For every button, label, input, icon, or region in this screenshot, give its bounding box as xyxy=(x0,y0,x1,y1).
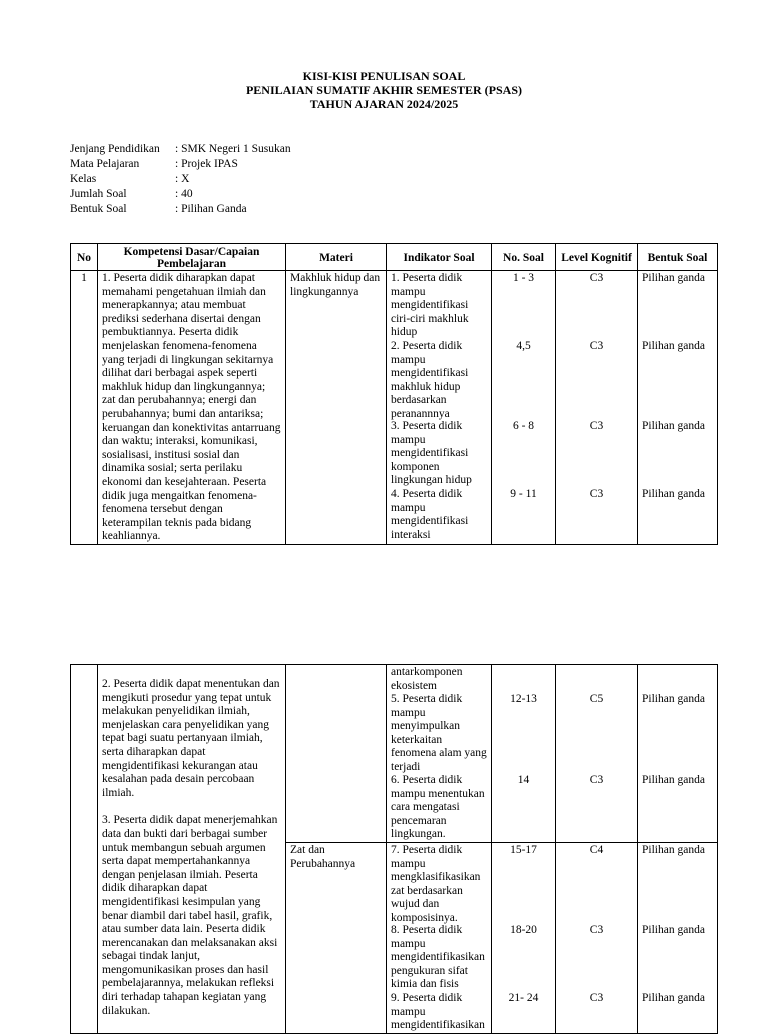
document-title xyxy=(0,69,768,111)
level-item: C4 xyxy=(589,843,604,856)
bentuk-item: Pilihan ganda xyxy=(642,693,705,705)
cell-bentuk-soal xyxy=(638,665,718,843)
cell-materi: Makhluk hidup dan lingkungannya xyxy=(286,271,387,545)
cell-materi: Zat dan Perubahannya xyxy=(286,842,387,1033)
indikator-item: 2. Peserta didik mampu mengidentifikasi makhluk hidup berdasarkan peranannnya xyxy=(391,340,469,420)
no-soal-item: 21- 24 xyxy=(508,991,539,1004)
no-soal-item: 12-13 xyxy=(510,693,537,705)
meta-value: : 40 xyxy=(175,188,193,200)
level-item: C3 xyxy=(589,774,604,786)
meta-value: : X xyxy=(175,173,190,185)
header-materi: Materi xyxy=(286,244,387,271)
bentuk-item: Pilihan ganda xyxy=(642,340,705,352)
no-soal-item: 14 xyxy=(517,774,530,786)
spacer xyxy=(560,666,633,693)
header-no-soal: No. Soal xyxy=(492,244,556,271)
bentuk-item: Pilihan ganda xyxy=(642,991,705,1004)
document-meta xyxy=(70,142,291,217)
title-line: PENILAIAN SUMATIF AKHIR SEMESTER (PSAS) xyxy=(245,83,523,97)
cell-level-kognitif xyxy=(556,665,638,843)
table-header-row xyxy=(71,244,718,271)
indikator-item: 6. Peserta didik mampu menentukan cara mengatasi pencemaran lingkungan. xyxy=(391,774,485,841)
indikator-item: 8. Peserta didik mampu mengidentifikasikan pengukuran sifat kimia dan fisis xyxy=(391,923,485,991)
header-level-kognitif: Level Kognitif xyxy=(556,244,638,271)
cell-no-soal xyxy=(492,271,556,545)
header-kompetensi: Kompetensi Dasar/Capaian Pembelajaran xyxy=(98,244,286,271)
cell-no-soal xyxy=(492,665,556,843)
level-item: C3 xyxy=(589,488,604,500)
level-item: C3 xyxy=(589,991,604,1004)
indikator-item: 7. Peserta didik mampu mengklasifikasikan zat berdasarkan wujud dan komposisinya. xyxy=(391,843,481,924)
spacer xyxy=(642,666,713,693)
cell-no: 1 xyxy=(71,271,98,545)
cell-level-kognitif xyxy=(556,842,638,1033)
indikator-continued: antarkomponen ekosistem xyxy=(391,666,463,692)
title-line: KISI-KISI PENULISAN SOAL xyxy=(302,69,466,83)
spacer xyxy=(102,800,281,814)
meta-label: Jumlah Soal xyxy=(70,188,127,200)
cell-level-kognitif xyxy=(556,271,638,545)
meta-row xyxy=(70,187,291,202)
cell-indikator xyxy=(387,842,492,1033)
level-item: C3 xyxy=(589,272,604,284)
kisi-kisi-table-page1 xyxy=(70,243,718,545)
cell-materi xyxy=(286,665,387,843)
cell-kompetensi xyxy=(98,665,286,1034)
table-row xyxy=(71,271,718,545)
indikator-item: 1. Peserta didik mampu mengidentifikasi ciri-ciri makhluk hidup xyxy=(391,272,469,339)
cell-indikator xyxy=(387,271,492,545)
no-soal-item: 1 - 3 xyxy=(512,272,535,284)
level-item: C3 xyxy=(589,420,604,432)
meta-row xyxy=(70,202,291,217)
meta-row xyxy=(70,172,291,187)
header-bentuk-soal: Bentuk Soal xyxy=(638,244,718,271)
table-row xyxy=(71,665,718,843)
cell-indikator xyxy=(387,665,492,843)
meta-label: Bentuk Soal xyxy=(70,203,127,215)
kisi-kisi-table-page2 xyxy=(70,664,718,1034)
no-soal-item: 15-17 xyxy=(510,843,537,856)
spacer xyxy=(102,666,281,678)
meta-row xyxy=(70,157,291,172)
no-soal-item: 18-20 xyxy=(510,923,537,936)
no-soal-item: 4,5 xyxy=(516,340,531,352)
meta-label: Kelas xyxy=(70,173,97,185)
cell-no xyxy=(71,665,98,1034)
meta-label: Jenjang Pendidikan xyxy=(70,143,160,155)
level-item: C5 xyxy=(589,693,604,705)
cell-no-soal xyxy=(492,842,556,1033)
no-soal-item: 6 - 8 xyxy=(512,420,535,432)
meta-value: : Projek IPAS xyxy=(175,158,238,170)
meta-value: : SMK Negeri 1 Susukan xyxy=(175,143,291,155)
level-item: C3 xyxy=(589,340,604,352)
spacer xyxy=(496,666,551,693)
meta-label: Mata Pelajaran xyxy=(70,158,140,170)
no-soal-item: 9 - 11 xyxy=(510,488,537,500)
bentuk-item: Pilihan ganda xyxy=(642,923,705,936)
meta-value: : Pilihan Ganda xyxy=(175,203,247,215)
bentuk-item: Pilihan ganda xyxy=(642,774,705,786)
header-indikator: Indikator Soal xyxy=(387,244,492,271)
title-line: TAHUN AJARAN 2024/2025 xyxy=(309,97,459,111)
meta-row xyxy=(70,142,291,157)
cell-bentuk-soal xyxy=(638,271,718,545)
indikator-item: 3. Peserta didik mampu mengidentifikasi komponen lingkungan hidup xyxy=(391,420,472,487)
header-no: No xyxy=(71,244,98,271)
level-item: C3 xyxy=(589,923,604,936)
kompetensi-item: 3. Peserta didik dapat menerjemahkan data dan bukti dari berbagai sumber untuk membangun sebuah argumen serta dapat mempertahankannya dengan penjelasan ilmiah. Peserta didik diharapkan dapat mengidentifikasi kesimpulan yang benar diambil dari tabel hasil, grafik, atau sumber data lain. Peserta didik merencanakan dan melaksanakan aksi sebagai tindak lanjut, mengomunikasikan proses dan hasil pembelajarannya, melakukan refleksi diri terhadap tahapan kegiatan yang dilakukan. xyxy=(102,814,278,1017)
indikator-item: 4. Peserta didik mampu mengidentifikasi interaksi xyxy=(391,488,469,541)
kompetensi-item: 2. Peserta didik dapat menentukan dan mengikuti prosedur yang tepat untuk melakukan penyelidikan ilmiah, menjelaskan cara penyelidikan yang tepat bagi suatu pertanyaan ilmiah, serta diharapkan dapat mengidentifikasi kekurangan atau kesalahan pada desain percobaan ilmiah. xyxy=(102,678,280,799)
bentuk-item: Pilihan ganda xyxy=(642,420,705,432)
cell-kompetensi: 1. Peserta didik diharapkan dapat memahami pengetahuan ilmiah dan menerapkannya; atau membuat prediksi sederhana disertai dengan pembuktiannya. Peserta didik menjelaskan fenomena-fenomena yang terjadi di lingkungan sekitarnya dilihat dari berbagai aspek seperti makhluk hidup dan lingkungannya; zat dan perubahannya; energi dan perubahannya; bumi dan antariksa; keruangan dan konektivitas antarruang dan waktu; interaksi, komunikasi, sosialisasi, institusi sosial dan dinamika sosial; serta perilaku ekonomi dan kesejahteraan. Peserta didik juga mengaitkan fenomena-fenomena tersebut dengan keterampilan teknis pada bidang keahliannya. xyxy=(98,271,286,545)
bentuk-item: Pilihan ganda xyxy=(642,488,705,500)
bentuk-item: Pilihan ganda xyxy=(642,843,705,856)
indikator-item: 5. Peserta didik mampu menyimpulkan keterkaitan fenomena alam yang terjadi xyxy=(391,693,487,773)
bentuk-item: Pilihan ganda xyxy=(642,272,705,284)
indikator-item: 9. Peserta didik mampu mengidentifikasikan xyxy=(391,991,485,1032)
cell-bentuk-soal xyxy=(638,842,718,1033)
